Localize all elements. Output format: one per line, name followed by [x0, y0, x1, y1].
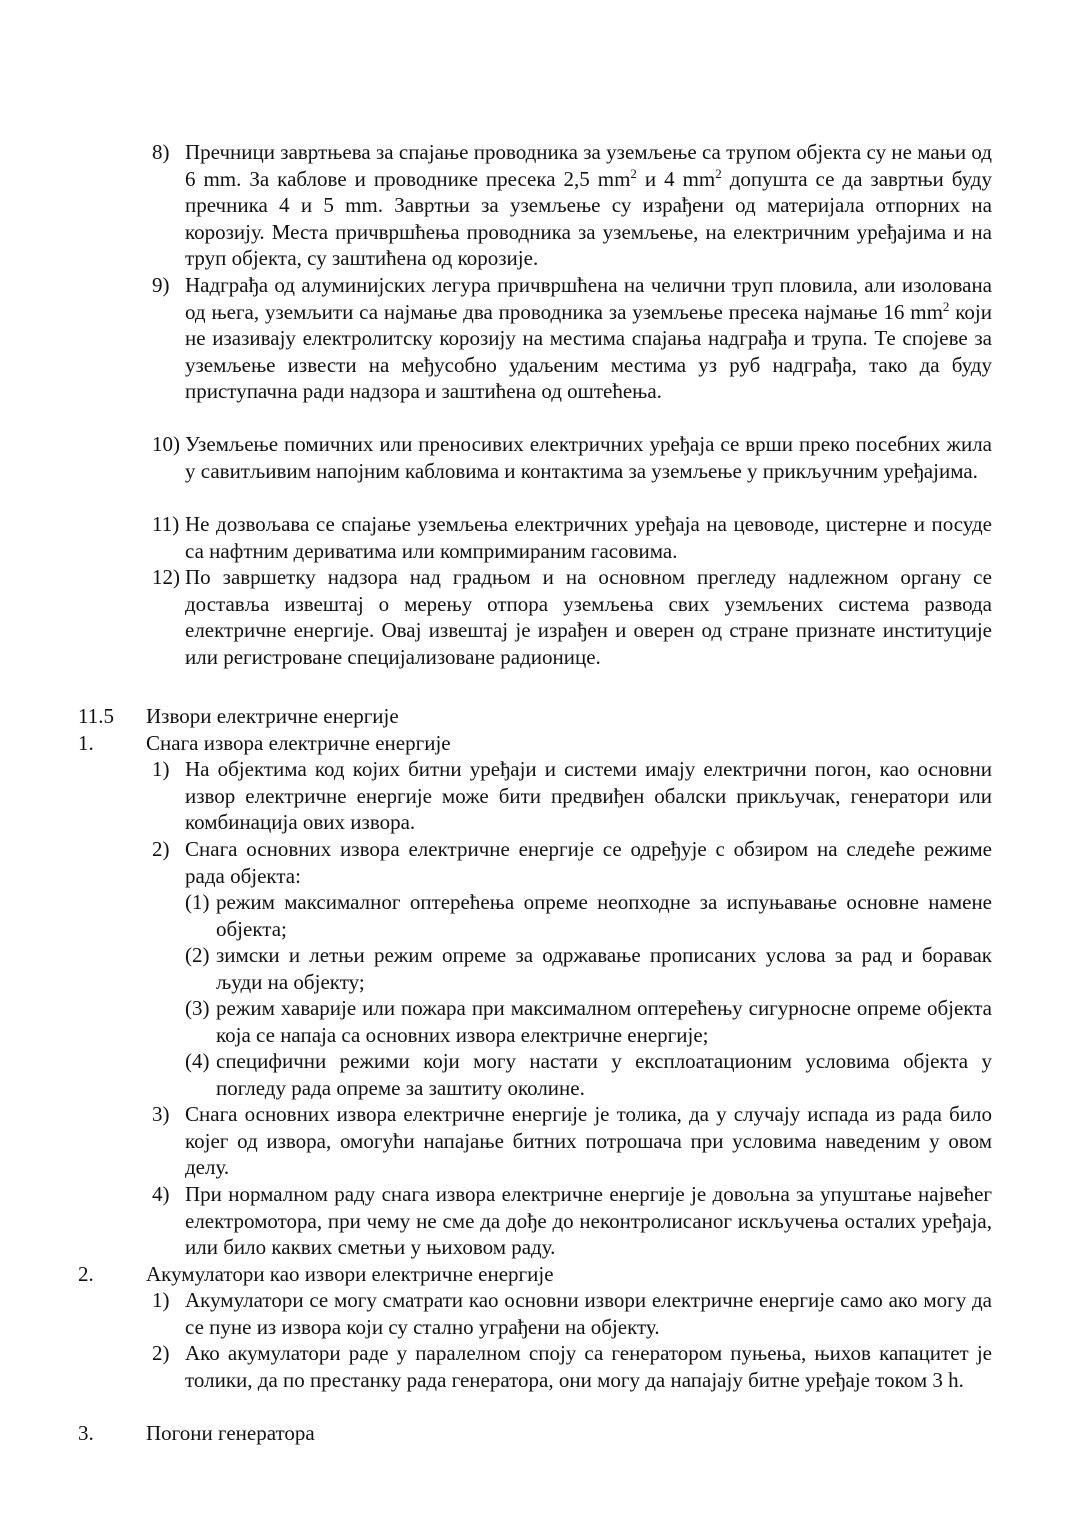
item-number: 11): [152, 512, 180, 536]
sub-item-text: режим хаварије или пожара при максималном оптерећењу сигурносне опреме објекта која се напаја са основних извора електричне енергије;: [216, 996, 992, 1047]
list-item-9: [152, 272, 992, 405]
item-text: Снага основних извора електричне енергије је толика, да у случају испада из рада било којег од извора, омогући напајање битних потрошача при условима наведеним у овом делу.: [185, 1102, 992, 1179]
list-item-12: [152, 564, 992, 670]
item-number: 2): [152, 1341, 170, 1365]
sub-item-text: специфични режими који могу настати у експлоатационим условима објекта у погледу рада опреме за заштиту околине.: [216, 1049, 992, 1100]
sub-item-2: [185, 942, 992, 995]
sub-item-4: [185, 1048, 992, 1101]
item-text: При нормалном раду снага извора електричне енергије је довољна за упуштање највећег електромотора, при чему не сме да дође до неконтролисаног искључења осталих уређаја, или било каквих сметњи у њиховом раду.: [185, 1182, 992, 1259]
item-text: Ако акумулатори раде у паралелном споју са генератором пуњења, њихов капацитет је толики, да по престанку рада генератора, они могу да напајају битне уређаје током 3 h.: [185, 1341, 992, 1392]
item-number: 2): [152, 837, 170, 861]
list-item-1-2: [152, 836, 992, 889]
item-number: 12): [152, 565, 180, 589]
item-text: Не дозвољава се спајање уземљења електричних уређаја на цевоводе, цистерне и посуде са нафтним дериватима или компримираним гасовима.: [185, 512, 992, 563]
subsection-title: Акумулатори као извори електричне енергије: [146, 1262, 554, 1286]
list-item-2-1: [152, 1287, 992, 1340]
item-text: Надграђа од алуминијских легура причвршћена на челични труп пловила, али изолована од њега, уземљити са најмање два проводника за уземљење пресека најмање 16 $mm^2$ који не изазивају електролитску корозију на местима спајања надграђа и трупа. Те спојеве за уземљење извести на међусобно удаљеним местима уз руб надграђа, тако да буду приступачна ради надзора и заштићена од оштећења.: [185, 273, 992, 403]
item-number: 4): [152, 1182, 170, 1206]
sub-item-1: [185, 889, 992, 942]
item-number: 10): [152, 432, 180, 456]
subsection-number: 1.: [78, 731, 94, 755]
list-item-1-4: [152, 1181, 992, 1261]
item-text: Акумулатори се могу сматрати као основни извори електричне енергије само ако могу да се пуне из извора који су стално уграђени на објекту.: [185, 1288, 992, 1339]
item-number: 9): [152, 273, 170, 297]
subsection-title: Погони генератора: [146, 1421, 315, 1445]
section-title: Извори електричне енергије: [146, 704, 399, 728]
item-number: 1): [152, 757, 170, 781]
list-item-10: [152, 431, 992, 484]
list-item-11: [152, 511, 992, 564]
item-number: 1): [152, 1288, 170, 1312]
item-text: По завршетку надзора над градњом и на основном прегледу надлежном органу се доставља извештај о мерењу отпора уземљења свих уземљених система развода електричне енергије. Овај извештај је израђен и оверен од стране признате институције или регистроване специјализоване радионице.: [185, 565, 992, 669]
subsection-title: Снага извора електричне енергије: [146, 731, 451, 755]
subsection-number: 2.: [78, 1262, 94, 1286]
section-number: 11.5: [78, 704, 114, 728]
list-item-1-3: [152, 1101, 992, 1181]
sub-item-number: (1): [185, 890, 210, 914]
list-item-1-1: [152, 756, 992, 836]
sub-item-number: (3): [185, 996, 210, 1020]
list-item-8: [152, 139, 992, 272]
item-text: На објектима код којих битни уређаји и системи имају електрични погон, као основни извор електричне енергије може бити предвиђен обалски прикључак, генератори или комбинација ових извора.: [185, 757, 992, 834]
item-number: 3): [152, 1102, 170, 1126]
sub-item-number: (2): [185, 943, 210, 967]
item-text: Снага основних извора електричне енергије се одређује с обзиром на следеће режиме рада објекта:: [185, 837, 992, 888]
item-number: 8): [152, 140, 170, 164]
list-item-2-2: [152, 1340, 992, 1393]
item-text: Пречници завртњева за спајање проводника за уземљење са трупом објекта су не мањи од 6 mm. За каблове и проводнике пресека 2,5 $mm^2$ и 4 $mm^2$ допушта се да завртњи буду пречника 4 и 5 mm. Завртњи за уземљење су израђени од материјала отпорних на корозију. Места причвршћења проводника за уземљење, на електричним уређајима и на труп објекта, су заштићена од корозије.: [185, 140, 992, 270]
sub-item-number: (4): [185, 1049, 210, 1073]
sub-item-3: [185, 995, 992, 1048]
sub-item-text: режим максималног оптерећења опреме неопходне за испуњавање основне намене објекта;: [216, 890, 992, 941]
item-text: Уземљење помичних или преносивих електричних уређаја се врши преко посебних жила у савитљивим напојним кабловима и контактима за уземљење у прикључним уређајима.: [185, 432, 992, 483]
subsection-number: 3.: [78, 1421, 94, 1445]
sub-item-text: зимски и летњи режим опреме за одржавање прописаних услова за рад и боравак људи на објекту;: [216, 943, 992, 994]
